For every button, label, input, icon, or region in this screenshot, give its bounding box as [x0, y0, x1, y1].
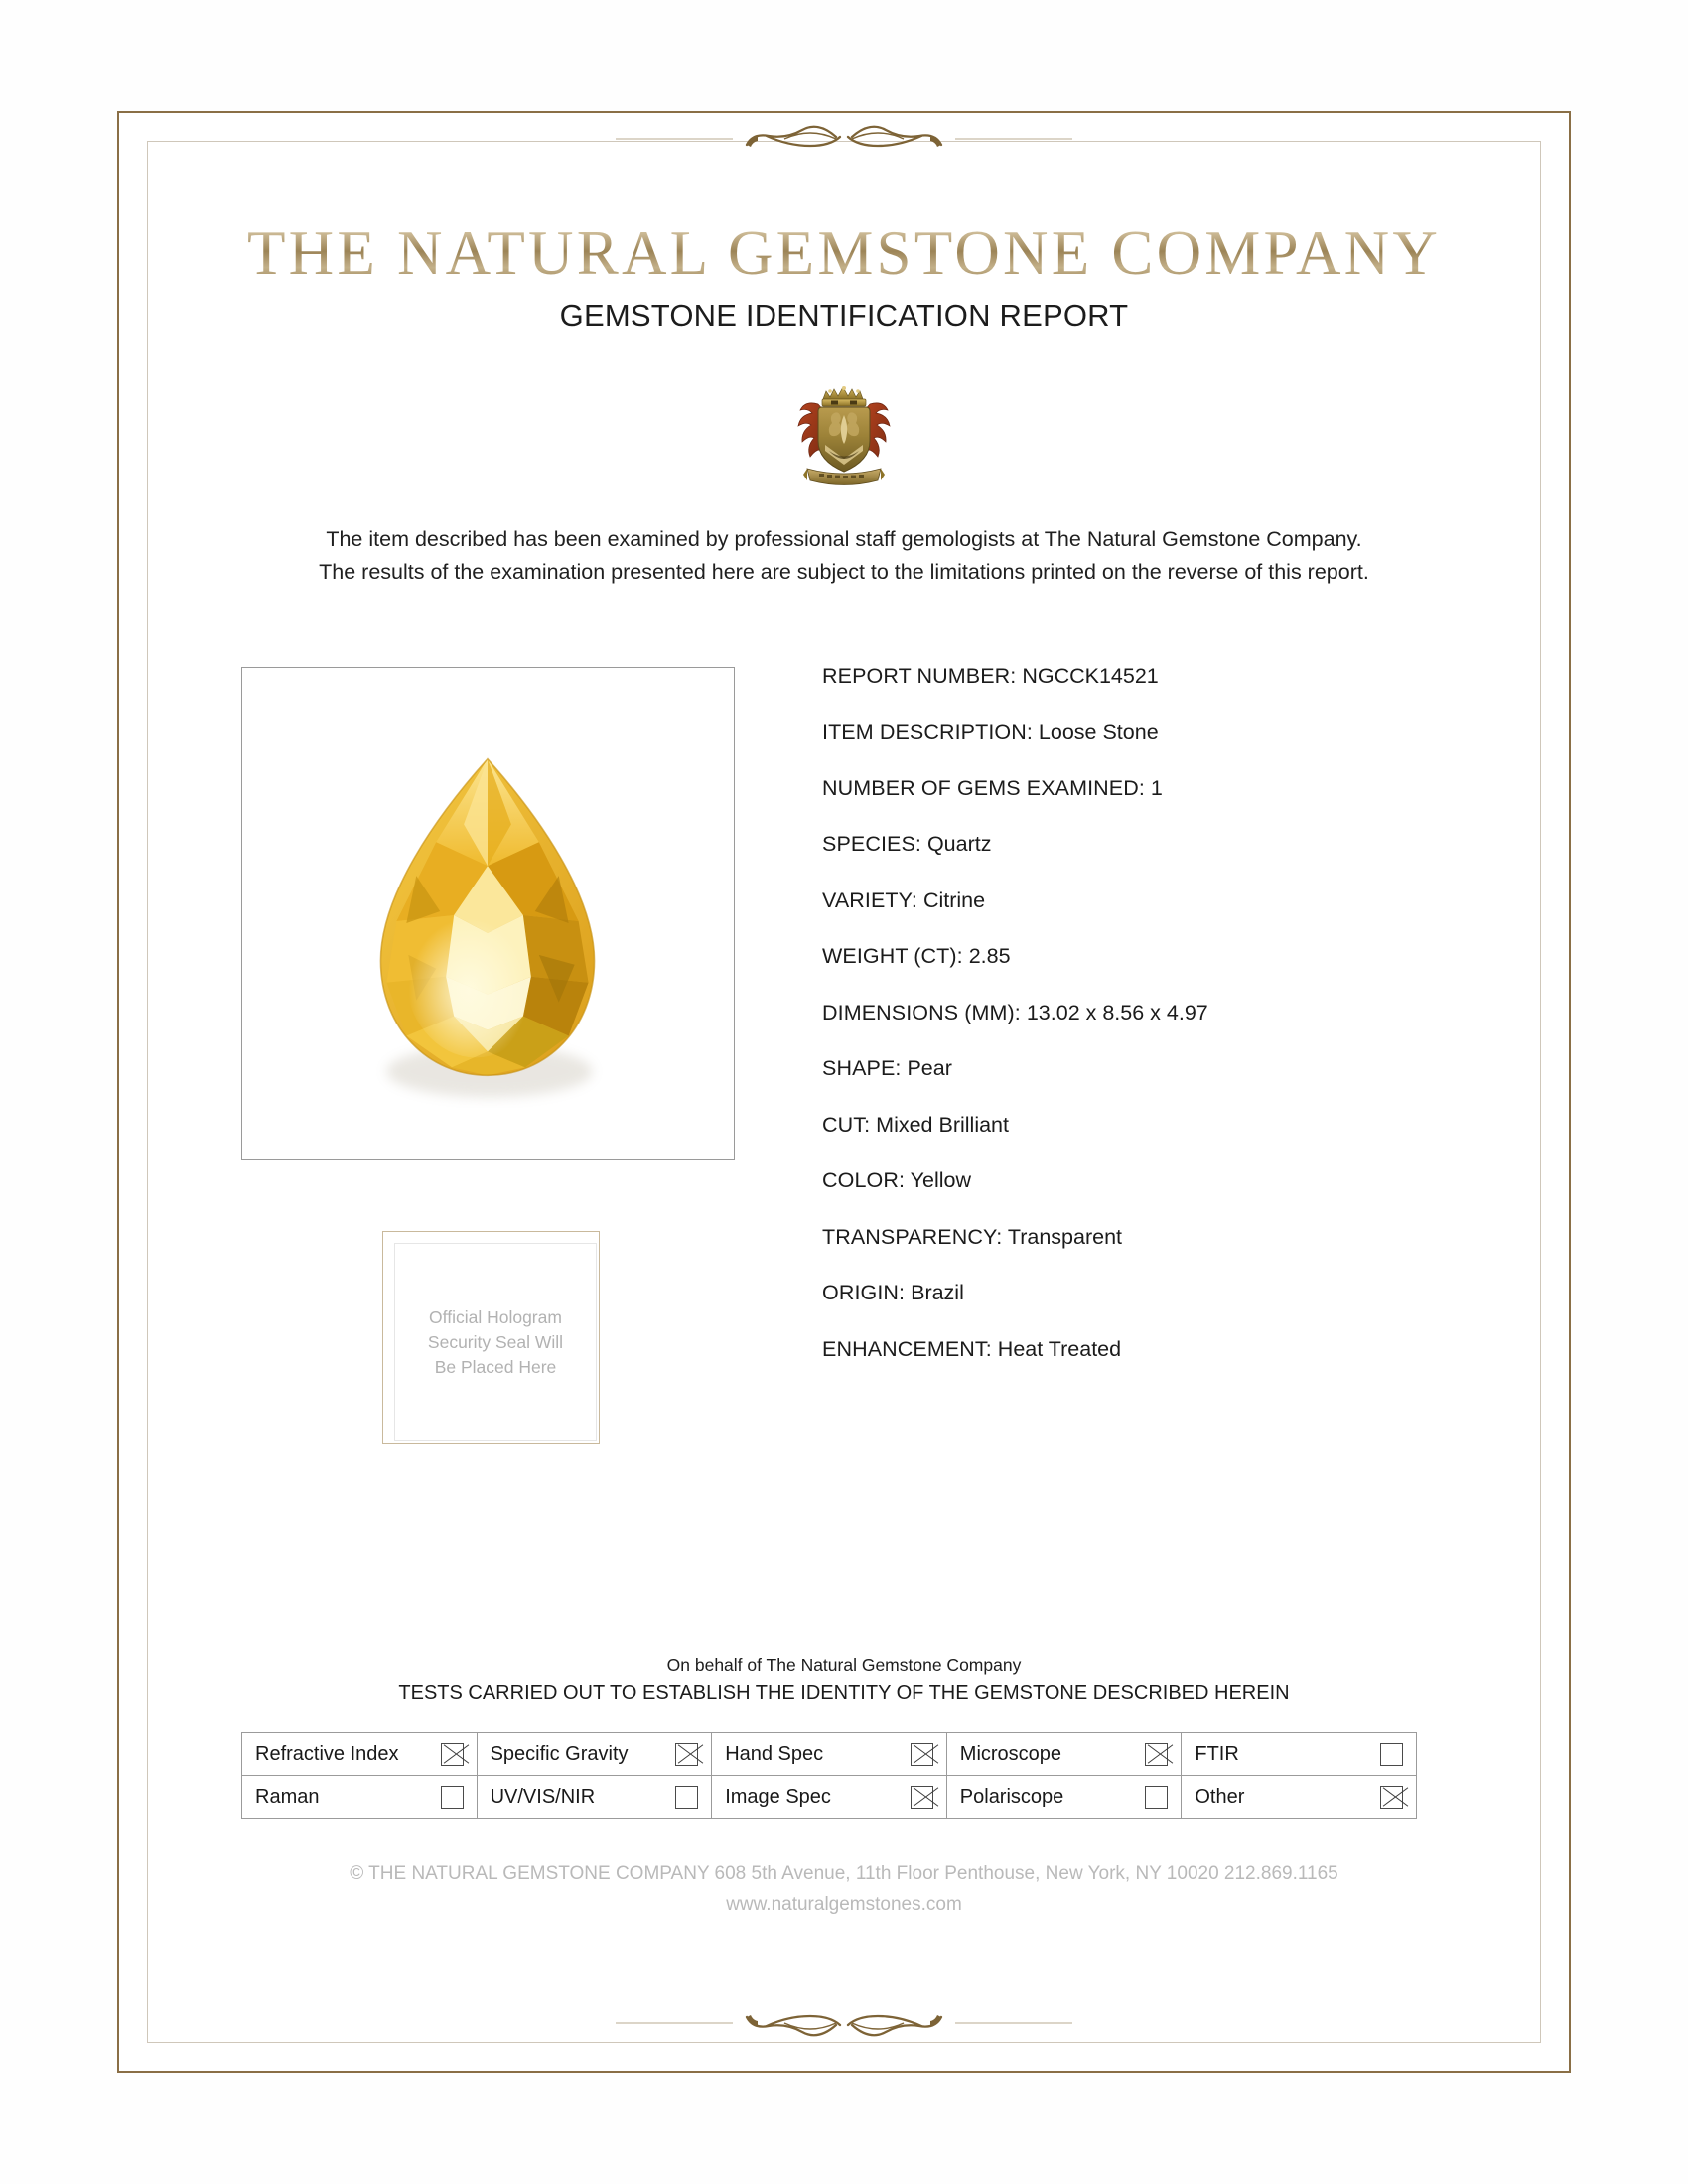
test-checkbox-checked[interactable]: [1145, 1743, 1168, 1766]
report-subtitle: GEMSTONE IDENTIFICATION REPORT: [559, 298, 1129, 334]
detail-row: [822, 831, 1458, 858]
detail-row: [822, 775, 1458, 802]
test-checkbox-unchecked[interactable]: [675, 1786, 698, 1809]
test-checkbox-checked[interactable]: [441, 1743, 464, 1766]
intro-paragraph: [243, 523, 1445, 589]
detail-value: Mixed Brilliant: [870, 1112, 1009, 1137]
test-checkbox-checked[interactable]: [911, 1786, 933, 1809]
detail-label: ENHANCEMENT:: [822, 1336, 992, 1361]
masthead: [0, 220, 1688, 334]
detail-value: Pear: [901, 1056, 952, 1081]
detail-row: [822, 1167, 1458, 1194]
detail-row: [822, 1224, 1458, 1251]
tests-table: [241, 1732, 1417, 1819]
test-checkbox-checked[interactable]: [675, 1743, 698, 1766]
on-behalf-line: On behalf of The Natural Gemstone Company: [666, 1655, 1022, 1675]
test-name: Other: [1195, 1785, 1245, 1808]
gemstone-photo: [241, 667, 735, 1160]
test-name: Hand Spec: [725, 1742, 824, 1765]
test-cell: [1182, 1776, 1417, 1819]
hologram-line-3: Be Placed Here: [434, 1356, 557, 1377]
hologram-line-1: Official Hologram: [429, 1306, 562, 1327]
test-name: Refractive Index: [255, 1742, 399, 1765]
detail-label: REPORT NUMBER:: [822, 664, 1017, 688]
test-cell: [946, 1776, 1182, 1819]
detail-value: 1: [1144, 775, 1163, 800]
intro-line-2: The results of the examination presented here are subject to the limitations printed on the reverse of this report.: [319, 560, 1369, 584]
detail-value: Yellow: [905, 1168, 971, 1193]
gem-details-list: [822, 663, 1458, 1392]
detail-row: [822, 719, 1458, 746]
detail-label: ORIGIN:: [822, 1281, 906, 1305]
detail-label: ITEM DESCRIPTION:: [822, 720, 1033, 745]
test-cell: [946, 1733, 1182, 1776]
detail-label: NUMBER OF GEMS EXAMINED:: [822, 775, 1145, 800]
heraldic-crest-icon: [785, 377, 903, 488]
company-name: THE NATURAL GEMSTONE COMPANY: [0, 220, 1688, 286]
test-name: UV/VIS/NIR: [490, 1785, 596, 1808]
footer-website: www.naturalgemstones.com: [726, 1894, 962, 1915]
detail-value: Transparent: [1002, 1224, 1123, 1249]
test-name: Image Spec: [725, 1785, 831, 1808]
detail-value: Brazil: [905, 1281, 964, 1305]
test-name: Raman: [255, 1785, 320, 1808]
detail-label: COLOR:: [822, 1168, 906, 1193]
test-name: FTIR: [1195, 1742, 1239, 1765]
tests-table-row: [242, 1776, 1417, 1819]
test-cell: [1182, 1733, 1417, 1776]
detail-row: [822, 1336, 1458, 1363]
test-checkbox-unchecked[interactable]: [1145, 1786, 1168, 1809]
detail-label: VARIETY:: [822, 887, 917, 912]
test-name: Microscope: [959, 1742, 1062, 1765]
test-checkbox-checked[interactable]: [911, 1743, 933, 1766]
flourish-ornament-icon-top: [616, 115, 1072, 161]
detail-value: Loose Stone: [1032, 720, 1159, 745]
detail-label: TRANSPARENCY:: [822, 1224, 1003, 1249]
test-checkbox-checked[interactable]: [1380, 1786, 1403, 1809]
hologram-line-2: Security Seal Will: [427, 1331, 564, 1352]
hologram-inner-border: [394, 1243, 597, 1441]
test-name: Specific Gravity: [490, 1742, 629, 1765]
detail-label: SHAPE:: [822, 1056, 902, 1081]
footer-address: © THE NATURAL GEMSTONE COMPANY 608 5th Avenue, 11th Floor Penthouse, New York, NY 10020 212.869.1165: [350, 1863, 1338, 1884]
hologram-text: [428, 1305, 563, 1380]
detail-value: 13.02 x 8.56 x 4.97: [1020, 1000, 1208, 1024]
test-cell: [242, 1776, 478, 1819]
test-cell: [477, 1733, 712, 1776]
flourish-ornament-icon-bottom: [616, 1999, 1072, 2045]
detail-row: [822, 943, 1458, 970]
detail-row: [822, 1112, 1458, 1139]
test-checkbox-unchecked[interactable]: [441, 1786, 464, 1809]
hologram-seal-placeholder: [382, 1231, 600, 1444]
detail-row: [822, 663, 1458, 690]
tests-heading: TESTS CARRIED OUT TO ESTABLISH THE IDENTITY OF THE GEMSTONE DESCRIBED HEREIN: [398, 1682, 1290, 1704]
detail-row: [822, 1000, 1458, 1026]
detail-value: 2.85: [962, 944, 1011, 969]
intro-line-1: The item described has been examined by professional staff gemologists at The Natural Gemstone Company.: [326, 527, 1362, 551]
detail-label: SPECIES:: [822, 832, 921, 857]
detail-value: Heat Treated: [991, 1336, 1122, 1361]
test-cell: [242, 1733, 478, 1776]
detail-row: [822, 1280, 1458, 1306]
test-name: Polariscope: [959, 1785, 1064, 1808]
test-cell: [712, 1776, 947, 1819]
tests-table-row: [242, 1733, 1417, 1776]
detail-value: Citrine: [917, 887, 986, 912]
detail-row: [822, 887, 1458, 914]
test-cell: [477, 1776, 712, 1819]
detail-label: CUT:: [822, 1112, 871, 1137]
detail-value: Quartz: [920, 832, 992, 857]
detail-label: WEIGHT (CT):: [822, 944, 963, 969]
detail-row: [822, 1055, 1458, 1082]
test-checkbox-unchecked[interactable]: [1380, 1743, 1403, 1766]
detail-value: NGCCK14521: [1016, 664, 1159, 688]
footer: [0, 1858, 1688, 1920]
test-cell: [712, 1733, 947, 1776]
detail-label: DIMENSIONS (MM):: [822, 1000, 1021, 1024]
